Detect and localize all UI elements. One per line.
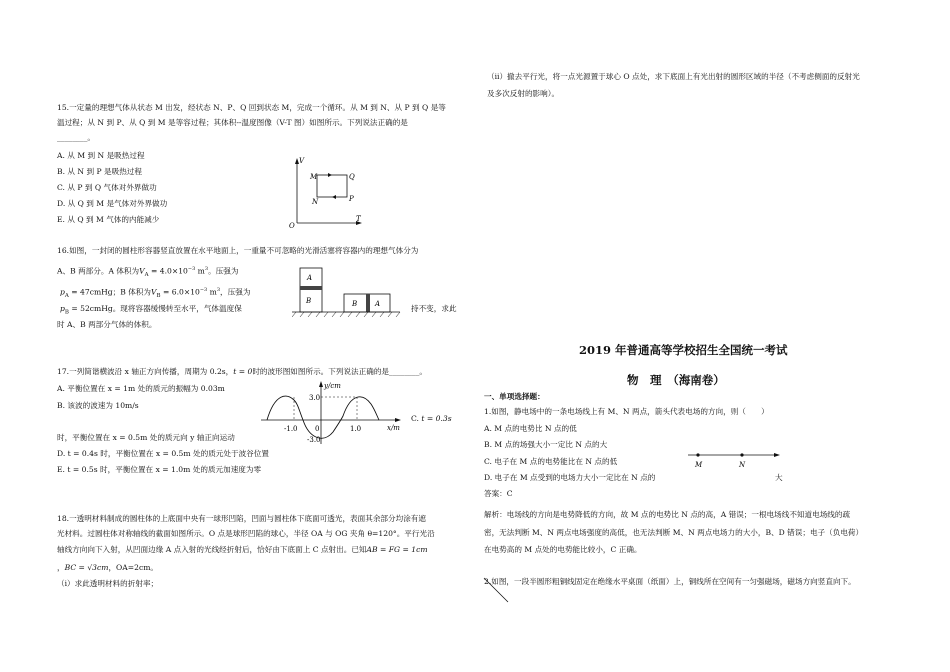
- vertical-label-a: A: [307, 274, 313, 282]
- q15-option-b: B. 从 N 到 P 是吸热过程: [57, 167, 142, 176]
- q15-stem-line1: 15.一定量的理想气体从状态 M 出发，经状态 N、P、Q 回到状态 M，完成一个循环。从 M 到 N、从 P 到 Q 是等: [57, 103, 446, 112]
- q1-analysis-line1: 解析：电场线的方向是电势降低的方向，故 M 点的电势比 N 点的高，A 错误；一根电场线不知道电场线的疏: [484, 510, 851, 519]
- point-n: [740, 453, 743, 456]
- q2-stem: 2.如图，一段半圆形粗铜线固定在绝缘水平桌面（纸面）上，铜线所在空间有一匀强磁场，磁场方向竖直向下。: [484, 577, 856, 586]
- point-n-label: N: [739, 461, 746, 469]
- q1-analysis-line2: 密，无法判断 M、N 两点电场强度的高低，也无法判断 M、N 两点电场力的大小，B、D 错误；电子（负电荷）: [484, 528, 864, 537]
- y-tick-3: 3.0: [309, 394, 321, 402]
- point-m-label: M: [310, 173, 318, 181]
- x-tick-0: 0: [315, 425, 320, 433]
- origin-label: O: [289, 222, 295, 230]
- x-tick-1: 1.0: [350, 425, 362, 433]
- horizontal-label-a: A: [375, 300, 381, 308]
- q16-line5: 时 A、B 两部分气体的体积。: [57, 320, 157, 329]
- q18-sub-ii-line1: （ii）撤去平行光，将一点光源置于球心 O 点处，求下底面上有光出射的圆形区域的半径（不考虑侧面的反射光: [487, 72, 860, 81]
- piston-horizontal: [366, 294, 370, 312]
- q15-option-d: D. 从 Q 到 M 是气体对外界做功: [57, 199, 168, 208]
- q18-line1: 18.一透明材料制成的圆柱体的上底面中央有一球形凹陷，凹面与圆柱体下底面可透光，表面其余部分均涂有遮: [57, 514, 426, 523]
- q1-option-d-tail: 大: [775, 473, 783, 482]
- q1-field-line-diagram: [686, 447, 782, 473]
- q17-wave-graph: [257, 380, 407, 448]
- q1-option-c: C. 电子在 M 点的电势能比在 N 点的低: [484, 457, 618, 466]
- point-m: [696, 453, 699, 456]
- point-n-label: N: [312, 198, 319, 206]
- q16-line4: $p_B$ = 52cmHg。现将容器缓慢转至水平，气体温度保: [60, 304, 242, 316]
- q1-stem: 1.如图，静电场中的一条电场线上有 M、N 两点，箭头代表电场的方向，则（ ）: [484, 407, 769, 416]
- q1-option-a: A. M 点的电势比 N 点的低: [484, 424, 577, 433]
- q2-wire-fragment: [482, 574, 512, 604]
- x-axis-label: x/m: [387, 424, 400, 432]
- q15-vt-diagram: [285, 155, 365, 230]
- field-arrow: [774, 453, 780, 457]
- q15-stem-line2: 温过程；从 N 到 P、从 Q 到 M 是等容过程；其体积--温度图像（V-T 图）如图所示。下列说法正确的是: [57, 118, 408, 127]
- q18-line2: 光材料。过圆柱体对称轴线的截面如图所示。O 点是球形凹陷的球心，半径 OA 与 OG 夹角 θ=120°。平行光沿: [57, 529, 435, 538]
- q16-line2: A、B 两部分。A 体积为$V_A = 4.0\times 10^{-3}$ $m^3$。压强为: [57, 266, 239, 279]
- horizontal-label-b: B: [352, 300, 358, 308]
- q18-sub-ii-line2: 及多次反射的影响）。: [487, 89, 560, 98]
- q15-option-a: A. 从 M 到 N 是吸热过程: [57, 151, 145, 160]
- q1-option-d: D. 电子在 M 点受到的电场力大小一定比在 N 点的: [484, 473, 656, 482]
- q18-line3: 轴线方向向下入射，从凹面边缘 A 点入射的光线经折射后，恰好由下底面上 C 点射出。已知AB = FG = 1cm: [57, 545, 428, 554]
- exam-title: 2019 年普通高等学校招生全国统一考试: [579, 343, 788, 357]
- cycle-rect: [317, 175, 347, 197]
- q18-sub-i: （i）求此透明材料的折射率；: [57, 579, 159, 588]
- vertical-label-b: B: [306, 297, 312, 305]
- q17-option-c-line2: 时，平衡位置在 x = 0.5m 处的质元向 y 轴正向运动: [57, 433, 235, 442]
- q16-line4-tail: 持不变，求此: [411, 304, 457, 313]
- point-m-label: M: [695, 461, 703, 469]
- q1-option-b: B. M 点的场强大小一定比 N 点的大: [484, 440, 608, 449]
- q1-analysis-line3: 在电势高的 M 点处的电势能比较小，C 正确。: [484, 545, 642, 554]
- q18-line4: ，BC = √3cm，OA=2cm。: [57, 563, 158, 572]
- q15-option-c: C. 从 P 到 Q 气体对外界做功: [57, 183, 157, 192]
- q15-option-e: E. 从 Q 到 M 气体的内能减少: [57, 215, 160, 224]
- q17-option-d: D. t = 0.4s 时，平衡位置在 x = 0.5m 处的质元处于波谷位置: [57, 449, 269, 458]
- q17-option-e: E. t = 0.5s 时，平衡位置在 x = 1.0m 处的质元加速度为零: [57, 465, 262, 474]
- piston-vertical: [300, 286, 322, 290]
- wire-segment: [484, 578, 508, 602]
- q16-line3: $p_A$ = 47cmHg；B 体积为$V_B = 6.0\times 10^{-3}$ $m^3$，压强为: [60, 287, 251, 300]
- y-tick-neg3: -3.0: [307, 436, 321, 444]
- v-axis-label: V: [299, 157, 305, 165]
- y-axis-label: y/cm: [324, 382, 341, 390]
- q16-container-diagram: [292, 266, 404, 322]
- q17-stem: 17.一列简谐横波沿 x 轴正方向传播，周期为 0.2s，t = 0时的波形图如图所示。下列说法正确的是________。: [57, 367, 427, 376]
- q17-option-c: C. t = 0.3s: [411, 414, 452, 423]
- q17-option-a: A. 平衡位置在 x = 1m 处的质元的振幅为 0.03m: [57, 384, 225, 393]
- x-tick-neg1: -1.0: [284, 425, 298, 433]
- point-p-label: P: [349, 195, 354, 203]
- q1-answer: 答案：C: [484, 489, 513, 498]
- point-q-label: Q: [349, 173, 355, 181]
- q17-option-b: B. 该波的波速为 10m/s: [57, 401, 139, 410]
- q16-line1: 16.如图，一封闭的圆柱形容器竖直放置在水平地面上，一重量不可忽略的光滑活塞将容器内的理想气体分为: [57, 246, 419, 255]
- q15-blank: ________。: [57, 133, 95, 142]
- subject-title: 物 理 （海南卷）: [627, 373, 725, 387]
- section-heading: 一、单项选择题：: [484, 392, 545, 401]
- t-axis-label: T: [356, 215, 361, 223]
